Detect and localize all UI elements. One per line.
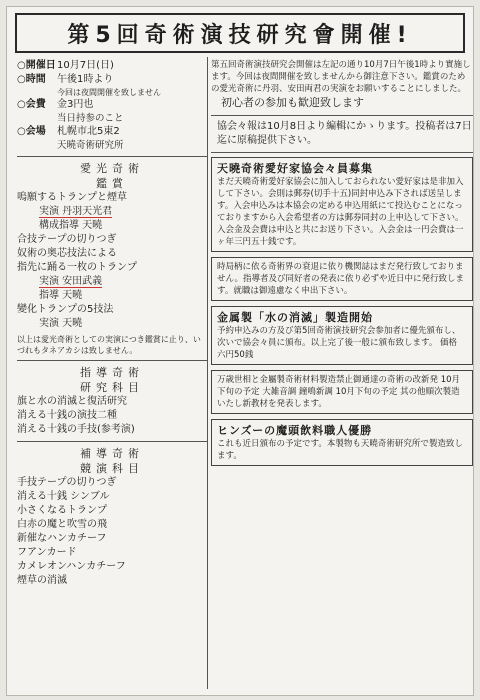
- materials-body: 万歳世相と金屬製奇術材料製造禁止御通達の奇術の改新発 10月下旬の予定 大雑音調 鐘鳴新調 10月下旬の予定 其の他順次製造いたし新教材を発表します。: [217, 375, 461, 409]
- divider: [17, 360, 207, 361]
- section2-heading: 指導奇術: [80, 366, 144, 379]
- hindu-box: [211, 419, 473, 466]
- program-item: 變化トランプの5技法: [17, 304, 114, 315]
- info-value: 午後1時より: [57, 74, 114, 85]
- contest-item: カメレオンハンカチーフ: [17, 561, 126, 572]
- hindu-body: これも近日頒布の予定です。本製物も天曉奇術研究所で製造致します。: [217, 439, 463, 461]
- product-box: [211, 306, 473, 365]
- performer-name: 実演 丹羽天光君: [39, 206, 113, 217]
- info-value: 10月7日(日): [57, 60, 114, 71]
- section3-heading: 補導奇術: [80, 447, 144, 460]
- info-value: 金3円也: [57, 99, 94, 110]
- section2-subheading: 研究科目: [80, 381, 144, 394]
- right-column: [211, 59, 473, 471]
- study-item: 消える十銭の演技二種: [17, 410, 117, 421]
- column-divider: [207, 57, 208, 689]
- performer-line: [17, 275, 207, 289]
- hindu-heading: ヒンズーの魔頭飲料職人優勝: [217, 424, 373, 437]
- instructor-line: 指導 天曉: [39, 290, 83, 301]
- section3-subheading: 競演科目: [80, 462, 144, 475]
- contest-item: 小さくなるトランプ: [17, 505, 107, 516]
- info-value: 札幌市北5東2: [57, 126, 120, 137]
- membership-body: まだ天曉奇術愛好家協会に加入しておられない愛好家は是非加入して下さい。会則は郵券(切手十五)同封申込み下されば送呈します。入会申込みは本協会の定める申込用紙にて投込むことになっておりますから入会希望者の方は郵券同封の上申込して下さい。入会金及会費は申込と共にお送り下さい。入会金は一円会費は一ヶ年三円五十銭です。: [217, 177, 464, 247]
- materials-box: [211, 370, 473, 414]
- contest-item: 白赤の魔と吹雪の飛: [17, 519, 107, 530]
- section1-subheading: 鑑賞: [96, 177, 128, 190]
- info-label: ○会場: [17, 126, 46, 137]
- contest-item: 消える十銭 シンブル: [17, 491, 110, 502]
- left-column: [17, 59, 207, 588]
- instructor-line: 構成指導 天曉: [39, 220, 103, 231]
- program-item: 奴術の奥芯技法による: [17, 248, 117, 259]
- contest-item: フアンカード: [17, 547, 77, 558]
- info-date: [17, 59, 207, 73]
- performer-line: [17, 205, 207, 219]
- info-time: [17, 73, 207, 87]
- info-fee: [17, 98, 207, 112]
- info-venue: [17, 125, 207, 139]
- intro-text: 第五回奇術演技研究会開催は左記の通り10月7日午後1時より實施します。今回は夜間開催を致しませんから御注意下さい。鑑賞のための愛光奇術に丹羽、安田両君の実演をお願いすることにしました。: [211, 60, 471, 94]
- contest-item: 煙草の消滅: [17, 575, 67, 586]
- product-body: 予約申込みの方及び第5回奇術演技研究会参加者に優先頒布し、次いで協会々員に頒布。以上完了後一般に頒布致します。 価格 六円50銭: [217, 326, 461, 360]
- contest-item: 手技テープの切りつぎ: [17, 477, 117, 488]
- venue-name: 天曉奇術研究所: [57, 140, 124, 151]
- bulletin-box: [211, 257, 473, 301]
- program-item: 合技テープの切りつぎ: [17, 234, 117, 245]
- study-item: 旗と水の消滅と復活研究: [17, 396, 127, 407]
- fee-note: 当日持参のこと: [57, 113, 124, 124]
- membership-box: [211, 157, 473, 252]
- divider: [17, 441, 207, 442]
- product-heading: 金属製「水の消滅」製造開始: [217, 311, 373, 324]
- program-item: 指先に踊る一枚のトランプ: [17, 262, 137, 273]
- welcome-text: 初心者の参加も歓迎致します: [221, 96, 364, 109]
- info-label: ○開催日: [17, 60, 56, 71]
- divider: [17, 156, 207, 157]
- program-item: 嗚願するトランプと煙草: [17, 192, 127, 203]
- info-label: ○時間: [17, 74, 46, 85]
- performer-line: 実演 天曉: [39, 318, 83, 329]
- study-item: 消える十銭の手技(参考演): [17, 424, 135, 435]
- time-note: 今回は夜間開催を致しません: [57, 88, 161, 97]
- contest-item: 新催なハンカチーフ: [17, 533, 107, 544]
- section1-note: 以上は愛光奇術としての実演につき鑑賞に止り、いづれもタネアカシは致しません。: [17, 335, 201, 355]
- info-label: ○会費: [17, 99, 46, 110]
- performer-name: 実演 安田武義: [39, 276, 103, 287]
- bulletin-body: 時局柄に依る奇術界の衰退に依り機関誌はまだ発行致しておりません。指導者及び同好者の発表に依り必ずや近日中に発行致します。就職は御遠慮なく申出下さい。: [217, 262, 465, 296]
- page-title: 第5回奇術演技研究會開催!: [15, 13, 465, 53]
- newsletter-page: [6, 6, 474, 696]
- membership-heading: 天曉奇術愛好家協会々員募集: [217, 162, 373, 175]
- divider: [211, 115, 473, 116]
- section1-heading: 愛光奇術: [80, 162, 144, 175]
- divider: [211, 152, 473, 153]
- deadline-notice: 協会々報は10月8日より編輯にかゝります。投稿者は7日迄に原稿提供下さい。: [217, 121, 472, 146]
